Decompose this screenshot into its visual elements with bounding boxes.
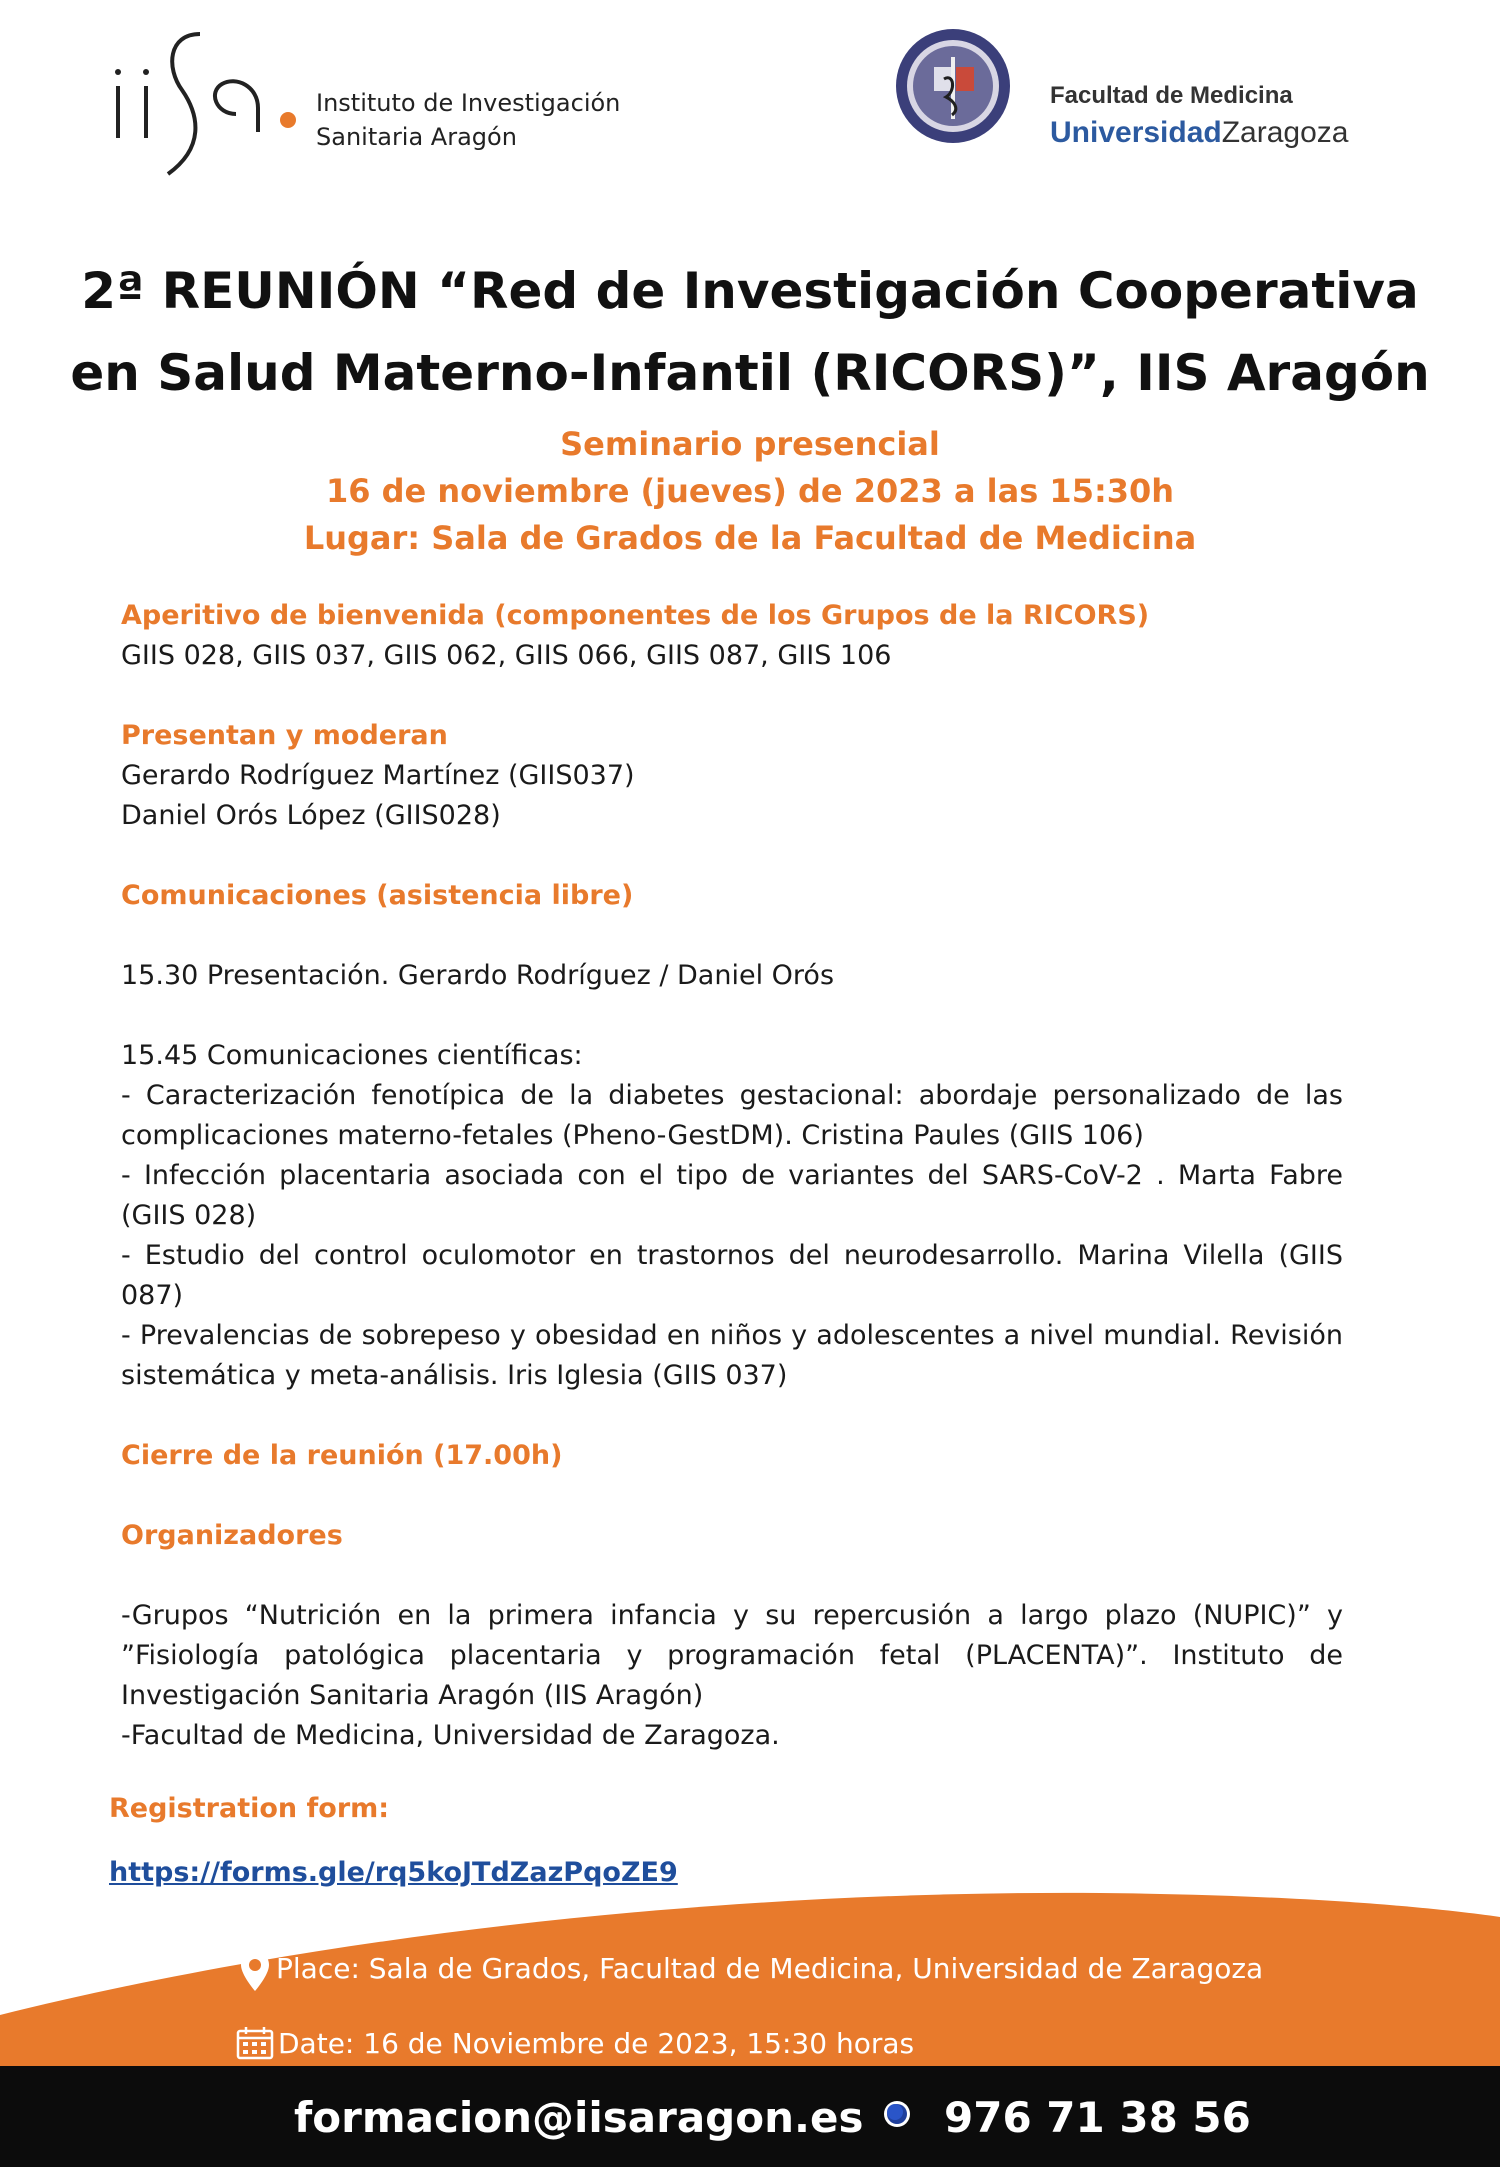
organizers-heading: Organizadores	[121, 1520, 343, 1551]
subtitle-format: Seminario presencial	[560, 425, 940, 463]
registration-link[interactable]: https://forms.gle/rq5koJTdZazPqoZE9	[109, 1857, 678, 1888]
contact-email[interactable]: formacion@iisaragon.es	[294, 2093, 864, 2142]
moderator-item: Gerardo Rodríguez Martínez (GIIS037)	[121, 760, 635, 791]
iisa-name-line1: Instituto de Investigación	[316, 89, 621, 117]
university-name	[1050, 116, 1348, 150]
registration-label: Registration form:	[109, 1793, 390, 1824]
closing-heading: Cierre de la reunión (17.00h)	[121, 1440, 563, 1471]
moderator-item: Daniel Orós López (GIIS028)	[121, 800, 501, 831]
aperitivo-heading: Aperitivo de bienvenida (componentes de los Grupos de la RICORS)	[121, 600, 1150, 631]
title-line1: 2ª REUNIÓN “Red de Investigación Cooperativa	[81, 262, 1419, 320]
organizer-item: -Grupos “Nutrición en la primera infancia y su repercusión a largo plazo (NUPIC)” y ”Fisiología patológica placentaria y programación fetal (PLACENTA)”. Instituto de Investigación Sanitaria Aragón (IIS Aragón)	[121, 1600, 1343, 1711]
subtitle-venue: Lugar: Sala de Grados de la Facultad de Medicina	[303, 519, 1197, 557]
communications-heading: Comunicaciones (asistencia libre)	[121, 880, 634, 911]
scientific-heading: 15.45 Comunicaciones científicas:	[121, 1040, 583, 1071]
university-word: Universidad	[1050, 116, 1222, 149]
aperitivo-groups: GIIS 028, GIIS 037, GIIS 062, GIIS 066, GIIS 087, GIIS 106	[121, 640, 892, 671]
footer-date: Date: 16 de Noviembre de 2023, 15:30 horas	[278, 2026, 915, 2060]
talk-item: - Estudio del control oculomotor en trastornos del neurodesarrollo. Marina Vilella (GIIS 087)	[121, 1240, 1343, 1311]
presentation-item: 15.30 Presentación. Gerardo Rodríguez / Daniel Orós	[121, 960, 835, 991]
talk-item: - Prevalencias de sobrepeso y obesidad en niños y adolescentes a nivel mundial. Revisión sistemática y meta-análisis. Iris Iglesia (GIIS 037)	[121, 1320, 1343, 1391]
event-subtitle	[200, 421, 1300, 562]
moderators-heading: Presentan y moderan	[121, 720, 448, 751]
organizer-item: -Facultad de Medicina, Universidad de Zaragoza.	[121, 1720, 780, 1751]
university-seal-icon	[894, 27, 1012, 145]
talk-item: - Caracterización fenotípica de la diabetes gestacional: abordaje personalizado de las complicaciones materno-fetales (Pheno-GestDM). Cristina Paules (GIIS 106)	[121, 1080, 1343, 1151]
iisa-name-line2: Sanitaria Aragón	[316, 123, 517, 151]
subtitle-date: 16 de noviembre (jueves) de 2023 a las 15:30h	[325, 472, 1175, 510]
footer-place: Place: Sala de Grados, Facultad de Medicina, Universidad de Zaragoza	[276, 1952, 1264, 1985]
phone-bullet-icon	[882, 2099, 912, 2129]
talk-item: - Infección placentaria asociada con el tipo de variantes del SARS-CoV-2 . Marta Fabre (GIIS 028)	[121, 1160, 1343, 1231]
page-title	[60, 250, 1440, 414]
university-city: Zaragoza	[1221, 116, 1349, 149]
contact-phone[interactable]: 976 71 38 56	[944, 2093, 1251, 2142]
iisa-name	[316, 86, 620, 154]
faculty-name: Facultad de Medicina	[1050, 82, 1293, 109]
program-content	[121, 596, 1343, 1756]
title-line2: en Salud Materno-Infantil (RICORS)”, IIS Aragón	[70, 344, 1430, 402]
footer-date-row	[236, 2026, 914, 2060]
calendar-icon	[236, 2026, 274, 2060]
iisa-logo	[108, 28, 298, 180]
